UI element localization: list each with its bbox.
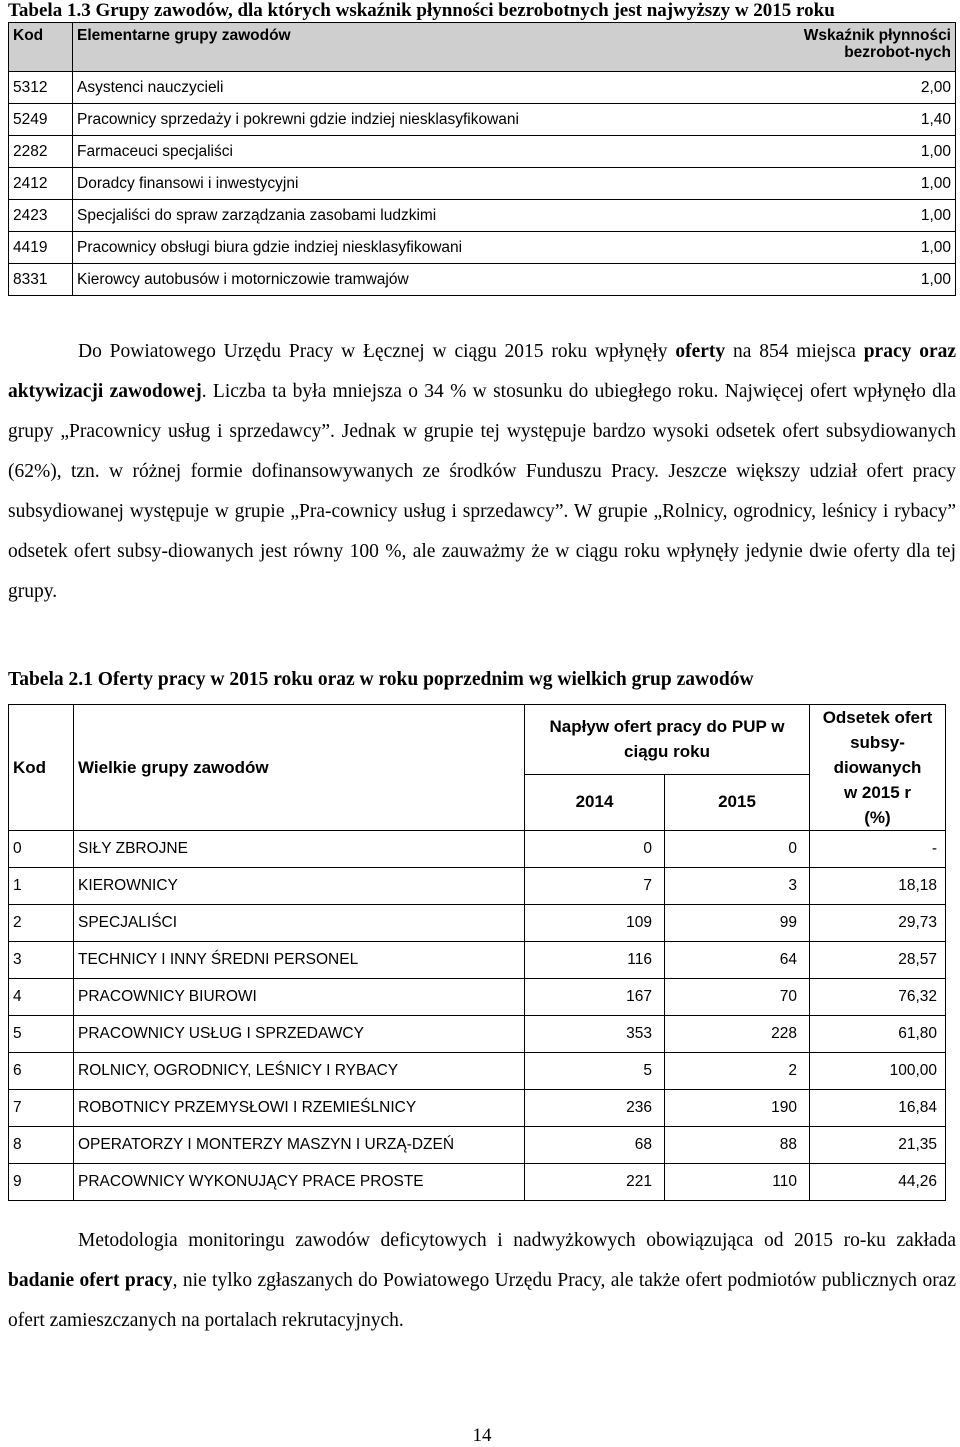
table2-header-subsidized-line1: Odsetek ofert subsy-diowanych xyxy=(822,708,933,777)
table2-cell-name: KIEROWNICY xyxy=(74,868,525,905)
table1-cell-value: 1,00 xyxy=(727,264,956,296)
table2-cell-2014: 236 xyxy=(525,1090,665,1127)
table2-header-subsidized-line3: (%) xyxy=(864,808,891,827)
table2-cell-pct: 18,18 xyxy=(810,868,946,905)
table2-caption: Tabela 2.1 Oferty pracy w 2015 roku oraz w roku poprzednim wg wielkich grup zawodów xyxy=(8,669,754,690)
table2-cell-name: SPECJALIŚCI xyxy=(74,905,525,942)
table2-cell-2015: 228 xyxy=(665,1016,810,1053)
table2-cell-2015: 190 xyxy=(665,1090,810,1127)
paragraph1-bold-activation: pracy oraz aktywizacji zawodowej xyxy=(8,341,957,402)
table2-cell-name: OPERATORZY I MONTERZY MASZYN I URZĄ-DZEŃ xyxy=(74,1127,525,1164)
table2-cell-2014: 109 xyxy=(525,905,665,942)
table2-cell-pct: - xyxy=(810,831,946,868)
table1-cell-value: 2,00 xyxy=(727,72,956,104)
page-number: 14 xyxy=(472,1425,492,1446)
table1-row xyxy=(9,232,956,264)
table2-header-code: Kod xyxy=(9,705,74,831)
paragraph-methodology xyxy=(8,1221,956,1341)
table1-cell-value: 1,00 xyxy=(727,168,956,200)
table1-header-code: Kod xyxy=(9,23,73,72)
table1-cell-code: 5249 xyxy=(9,104,73,136)
table2-header-2015: 2015 xyxy=(665,774,810,830)
table2-header-inflow: Napływ ofert pracy do PUP w ciągu roku xyxy=(525,705,810,775)
table2-cell-pct: 21,35 xyxy=(810,1127,946,1164)
table1-header-row xyxy=(9,23,956,72)
table1-cell-code: 5312 xyxy=(9,72,73,104)
table1-cell-name: Pracownicy obsługi biura gdzie indziej niesklasyfikowani xyxy=(73,232,728,264)
table2-cell-code: 5 xyxy=(9,1016,74,1053)
table2-cell-code: 9 xyxy=(9,1164,74,1201)
table1-row xyxy=(9,264,956,296)
table1-cell-value: 1,00 xyxy=(727,232,956,264)
table1-cell-code: 8331 xyxy=(9,264,73,296)
table2-row xyxy=(9,868,946,905)
paragraph2-text-a: Metodologia monitoringu zawodów deficytowych i nadwyżkowych obowiązująca od 2015 ro-ku zakłada xyxy=(78,1230,956,1251)
table2-cell-name: PRACOWNICY USŁUG I SPRZEDAWCY xyxy=(74,1016,525,1053)
table2-row xyxy=(9,942,946,979)
table2-cell-pct: 28,57 xyxy=(810,942,946,979)
table1-cell-value: 1,00 xyxy=(727,136,956,168)
table2-row xyxy=(9,831,946,868)
table2-row xyxy=(9,905,946,942)
table1-cell-code: 2412 xyxy=(9,168,73,200)
table1-row xyxy=(9,168,956,200)
paragraph1-text-c: na 854 miejsca xyxy=(725,341,864,362)
table2-cell-2014: 7 xyxy=(525,868,665,905)
paragraph1-text-e: . Liczba ta była mniejsza o 34 % w stosunku do ubiegłego roku. Najwięcej ofert wpłynęło dla grupy „Pracownicy usług i sprzedawcy”. Jednak w grupie tej występuje bardzo wysoki odsetek ofert subsydiowanych (62%), tzn. w różnej formie dofinansowywanych ze środków Funduszu Pracy. Jeszcze większy udział ofert pracy subsydiowanej występuje w grupie „Pra-cownicy usług i sprzedawcy”. W grupie „Rolnicy, ogrodnicy, leśnicy i rybacy” odsetek ofert subsy-diowanych jest równy 100 %, ale zauważmy że w ciągu roku wpłynęły jedynie dwie oferty dla tej grupy. xyxy=(8,381,956,602)
table1-cell-code: 2423 xyxy=(9,200,73,232)
table1-caption: Tabela 1.3 Grupy zawodów, dla których wskaźnik płynności bezrobotnych jest najwyższy w 2015 roku xyxy=(8,0,835,21)
table2-row xyxy=(9,979,946,1016)
table2-cell-pct: 76,32 xyxy=(810,979,946,1016)
table2-cell-pct: 29,73 xyxy=(810,905,946,942)
table1-cell-name: Doradcy finansowi i inwestycyjni xyxy=(73,168,728,200)
table1-row xyxy=(9,104,956,136)
table2-cell-2014: 5 xyxy=(525,1053,665,1090)
table2-cell-2015: 70 xyxy=(665,979,810,1016)
table1-row xyxy=(9,200,956,232)
table2-cell-code: 4 xyxy=(9,979,74,1016)
table2-cell-2014: 0 xyxy=(525,831,665,868)
table2-cell-code: 6 xyxy=(9,1053,74,1090)
table2-cell-code: 8 xyxy=(9,1127,74,1164)
table2-row xyxy=(9,1016,946,1053)
table2 xyxy=(8,704,946,1201)
table2-cell-code: 2 xyxy=(9,905,74,942)
table1-header-group: Elementarne grupy zawodów xyxy=(73,23,728,72)
table2-cell-name: SIŁY ZBROJNE xyxy=(74,831,525,868)
table2-cell-2015: 0 xyxy=(665,831,810,868)
paragraph-offers-summary xyxy=(8,332,956,612)
table2-row xyxy=(9,1164,946,1201)
table1-cell-value: 1,40 xyxy=(727,104,956,136)
table2-cell-2014: 167 xyxy=(525,979,665,1016)
table2-cell-pct: 16,84 xyxy=(810,1090,946,1127)
table2-cell-2014: 68 xyxy=(525,1127,665,1164)
table2-cell-pct: 100,00 xyxy=(810,1053,946,1090)
table2-cell-2015: 110 xyxy=(665,1164,810,1201)
table2-cell-2015: 3 xyxy=(665,868,810,905)
table2-cell-code: 1 xyxy=(9,868,74,905)
table2-cell-name: ROBOTNICY PRZEMYSŁOWI I RZEMIEŚLNICY xyxy=(74,1090,525,1127)
table2-header-subsidized xyxy=(810,705,946,831)
table1 xyxy=(8,22,956,296)
table2-cell-name: TECHNICY I INNY ŚREDNI PERSONEL xyxy=(74,942,525,979)
table2-body xyxy=(9,831,946,1201)
table2-cell-code: 0 xyxy=(9,831,74,868)
table2-row xyxy=(9,1090,946,1127)
table2-header-2014: 2014 xyxy=(525,774,665,830)
table1-row xyxy=(9,72,956,104)
table1-cell-name: Specjaliści do spraw zarządzania zasobami ludzkimi xyxy=(73,200,728,232)
table2-cell-name: ROLNICY, OGRODNICY, LEŚNICY I RYBACY xyxy=(74,1053,525,1090)
table2-cell-2014: 221 xyxy=(525,1164,665,1201)
table2-cell-2014: 353 xyxy=(525,1016,665,1053)
table1-cell-value: 1,00 xyxy=(727,200,956,232)
table1-body xyxy=(9,72,956,296)
table2-cell-code: 7 xyxy=(9,1090,74,1127)
paragraph2-bold-job-offers: badanie ofert pracy xyxy=(8,1270,173,1291)
table2-header-group: Wielkie grupy zawodów xyxy=(74,705,525,831)
table2-header-subsidized-line2: w 2015 r xyxy=(843,783,912,802)
table1-cell-code: 2282 xyxy=(9,136,73,168)
table1-cell-code: 4419 xyxy=(9,232,73,264)
table1-cell-name: Farmaceuci specjaliści xyxy=(73,136,728,168)
table2-cell-name: PRACOWNICY WYKONUJĄCY PRACE PROSTE xyxy=(74,1164,525,1201)
table1-row xyxy=(9,136,956,168)
table2-cell-pct: 61,80 xyxy=(810,1016,946,1053)
table2-cell-code: 3 xyxy=(9,942,74,979)
table1-header-indicator: Wskaźnik płynności bezrobot-nych xyxy=(727,23,956,72)
paragraph2-text-c: , nie tylko zgłaszanych do Powiatowego Urzędu Pracy, ale także ofert podmiotów publicznych oraz ofert zamieszczanych na portalach rekrutacyjnych. xyxy=(8,1270,956,1331)
paragraph1-text-a: Do Powiatowego Urzędu Pracy w Łęcznej w ciągu 2015 roku wpłynęły xyxy=(78,341,676,362)
table1-cell-name: Asystenci nauczycieli xyxy=(73,72,728,104)
table2-cell-2015: 88 xyxy=(665,1127,810,1164)
table2-cell-pct: 44,26 xyxy=(810,1164,946,1201)
table2-cell-2015: 2 xyxy=(665,1053,810,1090)
table1-cell-name: Kierowcy autobusów i motorniczowie tramwajów xyxy=(73,264,728,296)
table2-header-row-1 xyxy=(9,705,946,775)
table2-row xyxy=(9,1127,946,1164)
table2-cell-2015: 64 xyxy=(665,942,810,979)
table1-cell-name: Pracownicy sprzedaży i pokrewni gdzie indziej niesklasyfikowani xyxy=(73,104,728,136)
table2-cell-name: PRACOWNICY BIUROWI xyxy=(74,979,525,1016)
table2-row xyxy=(9,1053,946,1090)
table2-cell-2014: 116 xyxy=(525,942,665,979)
paragraph1-bold-offers: oferty xyxy=(675,341,726,362)
table2-cell-2015: 99 xyxy=(665,905,810,942)
